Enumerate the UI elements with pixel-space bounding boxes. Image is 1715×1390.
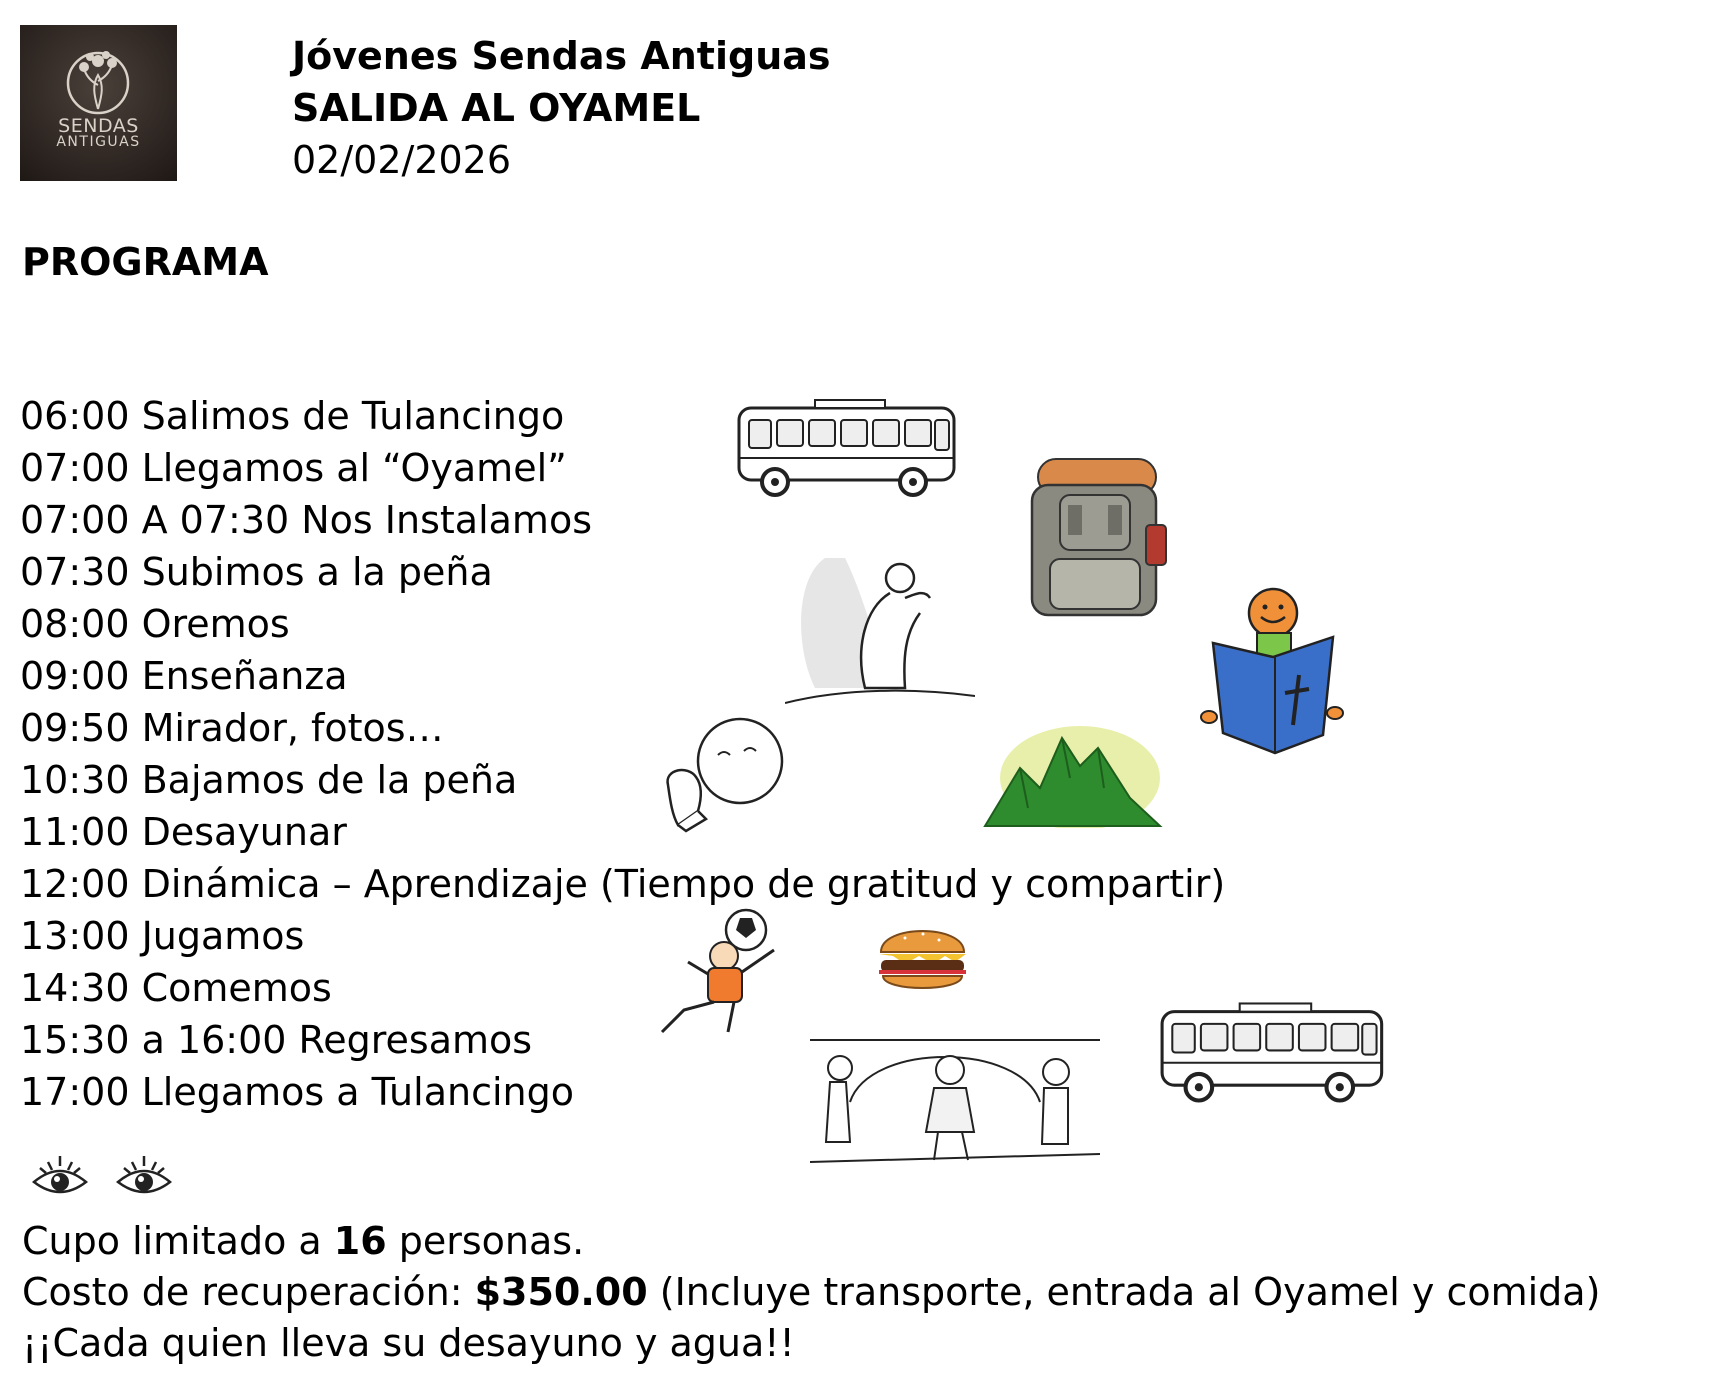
cupo-number: 16 bbox=[333, 1219, 387, 1263]
event-name: SALIDA AL OYAMEL bbox=[292, 86, 701, 130]
schedule-item: 11:00 Desayunar bbox=[20, 810, 347, 854]
bread-breakfast-icon bbox=[658, 715, 793, 833]
note-line: ¡¡Cada quien lleva su desayuno y agua!! bbox=[22, 1321, 795, 1365]
event-date: 02/02/2026 bbox=[292, 138, 512, 182]
schedule-item: 08:00 Oremos bbox=[20, 602, 290, 646]
schedule-item: 06:00 Salimos de Tulancingo bbox=[20, 394, 565, 438]
cupo-suffix: personas. bbox=[386, 1219, 585, 1263]
schedule-item: 10:30 Bajamos de la peña bbox=[20, 758, 518, 802]
logo bbox=[20, 25, 177, 181]
org-name: Jóvenes Sendas Antiguas bbox=[292, 34, 831, 78]
mountain-icon bbox=[980, 718, 1165, 828]
tree-logo-icon bbox=[20, 25, 177, 181]
child-reading-bible-icon bbox=[1195, 585, 1345, 755]
costo-prefix: Costo de recuperación: bbox=[22, 1270, 475, 1314]
children-jump-rope-icon bbox=[810, 1032, 1100, 1172]
schedule-item: 13:00 Jugamos bbox=[20, 914, 305, 958]
eyes-icon bbox=[26, 1152, 186, 1202]
schedule-item: 07:00 A 07:30 Nos Instalamos bbox=[20, 498, 592, 542]
costo-amount: $350.00 bbox=[474, 1270, 648, 1314]
praying-person-icon bbox=[785, 538, 975, 713]
header bbox=[292, 30, 831, 186]
schedule-item: 14:30 Comemos bbox=[20, 966, 332, 1010]
child-soccer-icon bbox=[648, 908, 793, 1043]
burger-icon bbox=[875, 918, 970, 998]
schedule-item: 09:50 Mirador, fotos… bbox=[20, 706, 444, 750]
cupo-prefix: Cupo limitado a bbox=[22, 1219, 334, 1263]
cupo-line bbox=[22, 1216, 1600, 1267]
section-title: PROGRAMA bbox=[22, 240, 269, 284]
schedule-item: 12:00 Dinámica – Aprendizaje (Tiempo de gratitud y compartir) bbox=[20, 862, 1226, 906]
costo-suffix: (Incluye transporte, entrada al Oyamel y comida) bbox=[647, 1270, 1601, 1314]
schedule-item: 07:30 Subimos a la peña bbox=[20, 550, 493, 594]
schedule-item: 07:00 Llegamos al “Oyamel” bbox=[20, 446, 567, 490]
bus-icon bbox=[735, 398, 970, 498]
logo-text-line2: ANTIGUAS bbox=[56, 134, 141, 150]
logo-text-line1: SENDAS bbox=[58, 115, 139, 137]
schedule-item: 15:30 a 16:00 Regresamos bbox=[20, 1018, 533, 1062]
schedule-item: 09:00 Enseñanza bbox=[20, 654, 348, 698]
bus-icon bbox=[1158, 1000, 1398, 1105]
costo-line bbox=[22, 1267, 1600, 1318]
schedule-item: 17:00 Llegamos a Tulancingo bbox=[20, 1070, 574, 1114]
info-block bbox=[22, 1216, 1600, 1369]
backpack-icon bbox=[1020, 455, 1170, 620]
